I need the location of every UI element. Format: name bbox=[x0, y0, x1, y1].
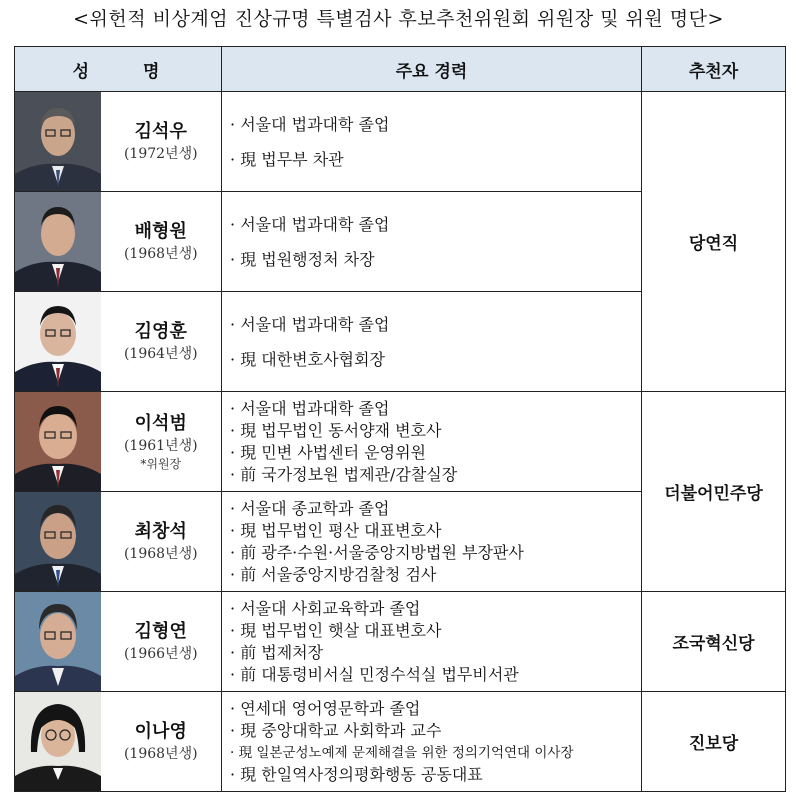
portrait-image bbox=[15, 92, 101, 192]
career-line: · 서울대 법과대학 졸업 bbox=[230, 214, 390, 234]
person-name-cell bbox=[101, 292, 222, 392]
recommender-cell: 당연직 bbox=[642, 92, 786, 392]
career-line: · 現 법무부 차관 bbox=[230, 149, 344, 169]
recommender-cell: 진보당 bbox=[642, 692, 786, 792]
portrait-photo bbox=[15, 592, 101, 692]
career-line: · 現 일본군성노예제 문제해결을 위한 정의기억연대 이사장 bbox=[230, 744, 574, 761]
career-line: · 前 대통령비서실 민정수석실 법무비서관 bbox=[230, 664, 519, 684]
career-line: · 現 법원행정처 차장 bbox=[230, 249, 375, 269]
table-row bbox=[15, 92, 786, 192]
career-line: · 연세대 영어영문학과 졸업 bbox=[230, 698, 421, 718]
person-name: 김석우 bbox=[134, 120, 187, 142]
portrait-photo bbox=[15, 392, 101, 492]
career-line: · 서울대 사회교육학과 졸업 bbox=[230, 598, 421, 618]
portrait-image bbox=[15, 192, 101, 292]
table-row bbox=[15, 592, 786, 692]
birth-year: (1964년생) bbox=[123, 345, 198, 362]
chair-note: *위원장 bbox=[140, 456, 182, 471]
portrait-photo bbox=[15, 492, 101, 592]
career-cell bbox=[222, 492, 642, 592]
birth-year: (1966년생) bbox=[123, 645, 198, 662]
committee-table bbox=[14, 46, 786, 792]
career-line: · 現 한일역사정의평화행동 공동대표 bbox=[230, 764, 483, 784]
table-header-row bbox=[15, 47, 786, 92]
person-name-cell bbox=[101, 692, 222, 792]
table-row bbox=[15, 692, 786, 792]
portrait-image bbox=[15, 592, 101, 692]
table-row bbox=[15, 392, 786, 492]
person-name: 이석범 bbox=[134, 412, 187, 434]
career-line: · 서울대 법과대학 졸업 bbox=[230, 114, 390, 134]
career-cell bbox=[222, 192, 642, 292]
career-cell bbox=[222, 692, 642, 792]
person-name-cell bbox=[101, 392, 222, 492]
career-line: · 現 중앙대학교 사회학과 교수 bbox=[230, 720, 442, 740]
person-name-cell bbox=[101, 92, 222, 192]
header-name: 성 명 bbox=[15, 47, 222, 92]
person-name: 김영훈 bbox=[134, 320, 187, 342]
career-line: · 서울대 종교학과 졸업 bbox=[230, 498, 390, 518]
portrait-photo bbox=[15, 92, 101, 192]
document-title: <위헌적 비상계엄 진상규명 특별검사 후보추천위원회 위원장 및 위원 명단> bbox=[73, 8, 724, 30]
person-name-cell bbox=[101, 192, 222, 292]
person-name-cell bbox=[101, 592, 222, 692]
person-name: 이나영 bbox=[134, 720, 187, 742]
career-cell bbox=[222, 392, 642, 492]
career-cell bbox=[222, 592, 642, 692]
career-line: · 現 법무법인 평산 대표변호사 bbox=[230, 520, 442, 540]
portrait-image bbox=[15, 692, 101, 792]
career-cell bbox=[222, 92, 642, 192]
recommender-cell: 조국혁신당 bbox=[642, 592, 786, 692]
portrait-image bbox=[15, 492, 101, 592]
person-name-cell bbox=[101, 492, 222, 592]
career-line: · 現 법무법인 햇살 대표변호사 bbox=[230, 620, 442, 640]
career-line: · 前 법제처장 bbox=[230, 642, 324, 662]
career-line: · 前 광주·수원·서울중앙지방법원 부장판사 bbox=[230, 542, 524, 562]
person-name: 배형원 bbox=[134, 220, 187, 242]
career-line: · 前 서울중앙지방검찰청 검사 bbox=[230, 564, 437, 584]
birth-year: (1972년생) bbox=[123, 145, 198, 162]
portrait-photo bbox=[15, 292, 101, 392]
person-name: 김형연 bbox=[134, 620, 187, 642]
header-recommender: 추천자 bbox=[642, 47, 786, 92]
career-line: · 서울대 법과대학 졸업 bbox=[230, 398, 390, 418]
portrait-photo bbox=[15, 692, 101, 792]
portrait-photo bbox=[15, 192, 101, 292]
recommender-cell: 더불어민주당 bbox=[642, 392, 786, 592]
birth-year: (1968년생) bbox=[123, 745, 198, 762]
birth-year: (1961년생) bbox=[123, 437, 198, 454]
person-name: 최창석 bbox=[134, 520, 187, 542]
career-cell bbox=[222, 292, 642, 392]
career-line: · 서울대 법과대학 졸업 bbox=[230, 314, 390, 334]
career-line: · 前 국가정보원 법제관/감찰실장 bbox=[230, 464, 458, 484]
career-line: · 現 민변 사법센터 운영위원 bbox=[230, 442, 427, 462]
career-line: · 現 대한변호사협회장 bbox=[230, 349, 385, 369]
birth-year: (1968년생) bbox=[123, 245, 198, 262]
header-career: 주요 경력 bbox=[222, 47, 642, 92]
portrait-image bbox=[15, 292, 101, 392]
career-line: · 現 법무법인 동서양재 변호사 bbox=[230, 420, 442, 440]
portrait-image bbox=[15, 392, 101, 492]
birth-year: (1968년생) bbox=[123, 545, 198, 562]
